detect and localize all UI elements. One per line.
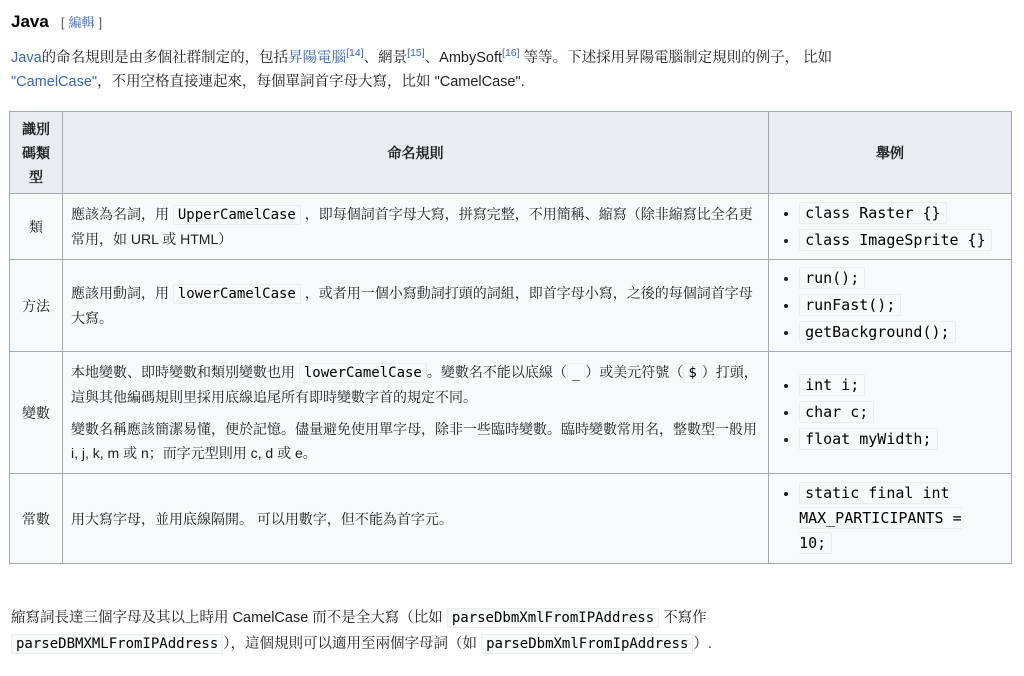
list-item: [799, 292, 1003, 319]
example-code: runFast();: [799, 294, 901, 316]
edit-link[interactable]: 編輯: [68, 15, 95, 30]
example-constant: [769, 474, 1012, 564]
header-example: 舉例: [769, 112, 1012, 194]
outro-code-3: parseDbmXmlFromIpAddress: [481, 634, 693, 654]
edit-bracket-close: ]: [98, 15, 103, 30]
table-row-method: [10, 260, 1012, 352]
rule-class: [62, 194, 768, 260]
example-code: class Raster {}: [799, 202, 946, 224]
intro-text-3: 、AmbySoft: [424, 50, 503, 66]
header-identifier-type: 識別碼類型: [10, 112, 63, 194]
rule-variable-para-2: 變數名稱應該簡潔易懂，便於記憶。儘量避免使用單字母，除非一些臨時變數。臨時變數常用名，整數型一般用 i, j, k, m 或 n；而字元型則用 c, d 或 e。: [70, 421, 757, 461]
code-lower-camel: lowerCamelCase: [299, 363, 427, 383]
rule-variable-text-2: 。變數名不能以底線（: [426, 364, 567, 380]
example-class: [769, 194, 1012, 260]
naming-rules-table: [9, 111, 1012, 564]
example-constant-list: [777, 481, 1003, 556]
example-variable-list: [777, 372, 1003, 453]
outro-code-2: parseDBMXMLFromIPAddress: [11, 634, 223, 654]
intro-text-2: 、網景: [363, 50, 408, 66]
rule-method-text-2: ，或者用一個小寫動詞打頭的詞組，即首字母小寫，之後的每個詞首字母大寫。: [70, 285, 753, 326]
row-label-constant: 常數: [10, 474, 63, 564]
table-row-class: [10, 194, 1012, 260]
ref-15-link[interactable]: [15]: [407, 47, 425, 60]
example-method: [769, 260, 1012, 352]
row-label-class: 類: [10, 194, 63, 260]
example-class-list: [777, 200, 1003, 254]
example-variable: [769, 352, 1012, 474]
code-underscore: _: [567, 363, 585, 383]
ref-14-link[interactable]: [14]: [346, 47, 364, 60]
rule-variable: [62, 352, 768, 474]
list-item: [799, 227, 1003, 254]
rule-variable-text-1: 本地變數、即時變數和類別變數也用: [70, 364, 295, 380]
list-item: [799, 399, 1003, 426]
list-item: [799, 481, 1003, 556]
sun-link[interactable]: 昇陽電腦: [288, 50, 347, 66]
rule-class-text-1: 應該為名詞，用: [70, 206, 169, 222]
section-heading: [11, 12, 102, 32]
outro-text-2: 不寫作: [663, 610, 707, 626]
intro-text-5: ，不用空格直接連起來，每個單詞首字母大寫，比如 "CamelCase".: [97, 74, 525, 90]
example-code: char c;: [799, 401, 874, 423]
list-item: [799, 426, 1003, 453]
edit-bracket-open: [: [60, 15, 65, 30]
section-title: Java: [11, 12, 49, 31]
code-lower-camel: lowerCamelCase: [173, 284, 301, 304]
example-code: int i;: [799, 374, 865, 396]
example-code: class ImageSprite {}: [799, 229, 992, 251]
header-naming-rule: 命名規則: [62, 112, 768, 194]
rule-variable-text-3: ）或美元符號（: [585, 364, 684, 380]
table-row-constant: [10, 474, 1012, 564]
rule-class-text-2: ，即每個詞首字母大寫，拼寫完整，不用簡稱、縮寫（除非縮寫比全名更常用，如 URL 或 HTML）: [70, 206, 753, 247]
row-label-variable: 變數: [10, 352, 63, 474]
example-code: float myWidth;: [799, 428, 937, 450]
outro-paragraph: [11, 605, 1011, 657]
code-upper-camel: UpperCamelCase: [173, 205, 301, 225]
table-header-row: [10, 112, 1012, 194]
list-item: [799, 319, 1003, 346]
rule-variable-para-1: [71, 360, 760, 409]
table-row-variable: [10, 352, 1012, 474]
java-link[interactable]: Java: [11, 50, 42, 66]
intro-text-1: 的命名規則是由多個社群制定的，包括: [41, 50, 289, 66]
list-item: [799, 372, 1003, 399]
ref-16-link[interactable]: [16]: [502, 47, 520, 60]
outro-text-1: 縮寫詞長達三個字母及其以上時用 CamelCase 而不是全大寫（比如: [11, 610, 443, 626]
intro-text-4: 等等。下述採用昇陽電腦制定規則的例子， 比如: [519, 50, 833, 66]
rule-constant: 用大寫字母，並用底線隔開。 可以用數字，但不能為首字元。: [62, 474, 768, 564]
row-label-method: 方法: [10, 260, 63, 352]
example-code: getBackground();: [799, 321, 956, 343]
rule-method-text-1: 應該用動詞，用: [70, 285, 169, 301]
example-method-list: [777, 265, 1003, 346]
list-item: [799, 265, 1003, 292]
rule-variable-text-4: ）打頭，這與其他編碼規則里採用底線追尾所有即時變數字首的規定不同。: [70, 364, 758, 405]
rule-method: [62, 260, 768, 352]
example-code: run();: [799, 267, 865, 289]
outro-code-1: parseDbmXmlFromIPAddress: [447, 608, 659, 628]
camelcase-link[interactable]: "CamelCase": [11, 74, 98, 90]
example-code: static final int MAX_PARTICIPANTS = 10;: [799, 484, 962, 552]
outro-text-3: ），這個規則可以適用至兩個字母詞（如: [223, 636, 478, 652]
edit-section: [61, 12, 102, 31]
code-dollar: $: [683, 363, 701, 383]
intro-paragraph: [11, 46, 971, 94]
list-item: [799, 200, 1003, 227]
outro-text-4: ）.: [693, 636, 712, 652]
